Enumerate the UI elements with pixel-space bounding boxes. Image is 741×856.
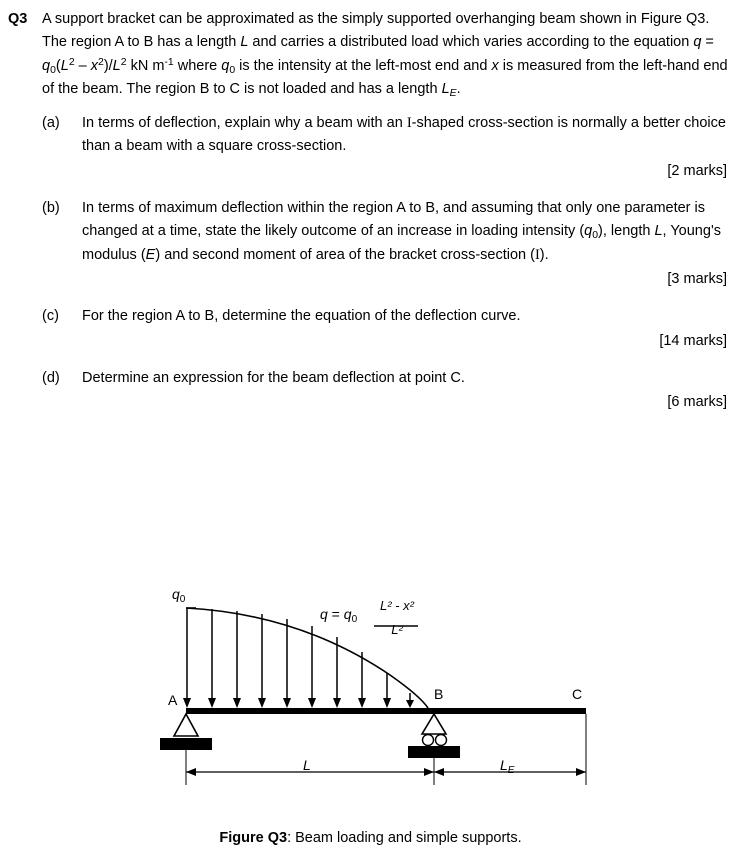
figure-caption-text: : Beam loading and simple supports. — [287, 830, 522, 846]
part-a-marks: [2 marks] — [667, 162, 727, 179]
dim-arrow-le-right — [576, 768, 586, 776]
label-point-a: A — [168, 692, 178, 708]
part-b-marks: [3 marks] — [667, 271, 727, 288]
label-equation-lhs: $q = q_0$ — [320, 606, 358, 625]
part-a-label: (a) — [42, 114, 60, 131]
label-point-b: B — [434, 686, 444, 702]
part-c — [42, 305, 729, 328]
dim-arrow-l-right — [424, 768, 434, 776]
part-a-text: In terms of deflection, explain why a beam with an I-shaped cross-section is normally a better choice than a beam with a square cross-section. — [82, 114, 726, 155]
question-stem-text: A support bracket can be approximated as the simply supported overhanging beam shown in Figure Q3. The region A to B has a length L and carries a distributed load which varies according to the equation $q = q_0(L^2 - x^2)/L^2$ kN $m^{-1}$ where $q_0$ is the intensity at the left-most end and x is measured from the left-hand end of the beam. The region B to C is not loaded and has a length $L_E$. — [42, 11, 728, 100]
support-a-pin — [174, 714, 198, 736]
figure-caption-label: Figure Q3 — [219, 830, 288, 846]
part-c-label: (c) — [42, 308, 59, 325]
label-point-c: C — [572, 686, 583, 702]
part-a — [42, 112, 729, 159]
label-equation-numerator: L² - x² — [380, 598, 414, 613]
part-d-marks: [6 marks] — [667, 394, 727, 411]
question-stem — [0, 0, 741, 102]
question-number: Q3 — [8, 11, 28, 27]
question-parts — [0, 112, 741, 410]
part-c-text: For the region A to B, determine the equation of the deflection curve. — [82, 308, 521, 325]
support-b-base — [408, 746, 460, 758]
figure-caption — [0, 830, 741, 846]
part-b-label: (b) — [42, 199, 60, 216]
load-arrowheads — [183, 698, 414, 708]
part-c-marks: [14 marks] — [659, 332, 727, 349]
label-dim-l: L — [303, 757, 311, 773]
label-dim-le: $L_E$ — [500, 757, 515, 776]
part-b — [42, 197, 729, 267]
part-d — [42, 367, 729, 390]
figure-q3 — [0, 580, 741, 856]
support-a-base — [160, 738, 212, 750]
label-q0: $q_0$ — [172, 586, 186, 605]
beam-member — [186, 708, 586, 714]
part-b-text: In terms of maximum deflection within the region A to B, and assuming that only one parameter is changed at a time, state the likely outcome of an increase in loading intensity $(q_0)$, length L, Young's modulus (E) and second moment of area of the bracket cross-section (I). — [82, 199, 721, 263]
beam-diagram — [0, 580, 741, 830]
part-d-label: (d) — [42, 369, 60, 386]
support-b-wheel-right — [436, 735, 447, 746]
part-d-text: Determine an expression for the beam deflection at point C. — [82, 369, 465, 386]
support-b-roller — [422, 714, 446, 734]
label-equation-denominator: L² — [391, 622, 403, 637]
support-b-wheel-left — [423, 735, 434, 746]
dim-arrow-l-left — [186, 768, 196, 776]
dim-arrow-le-left — [434, 768, 444, 776]
